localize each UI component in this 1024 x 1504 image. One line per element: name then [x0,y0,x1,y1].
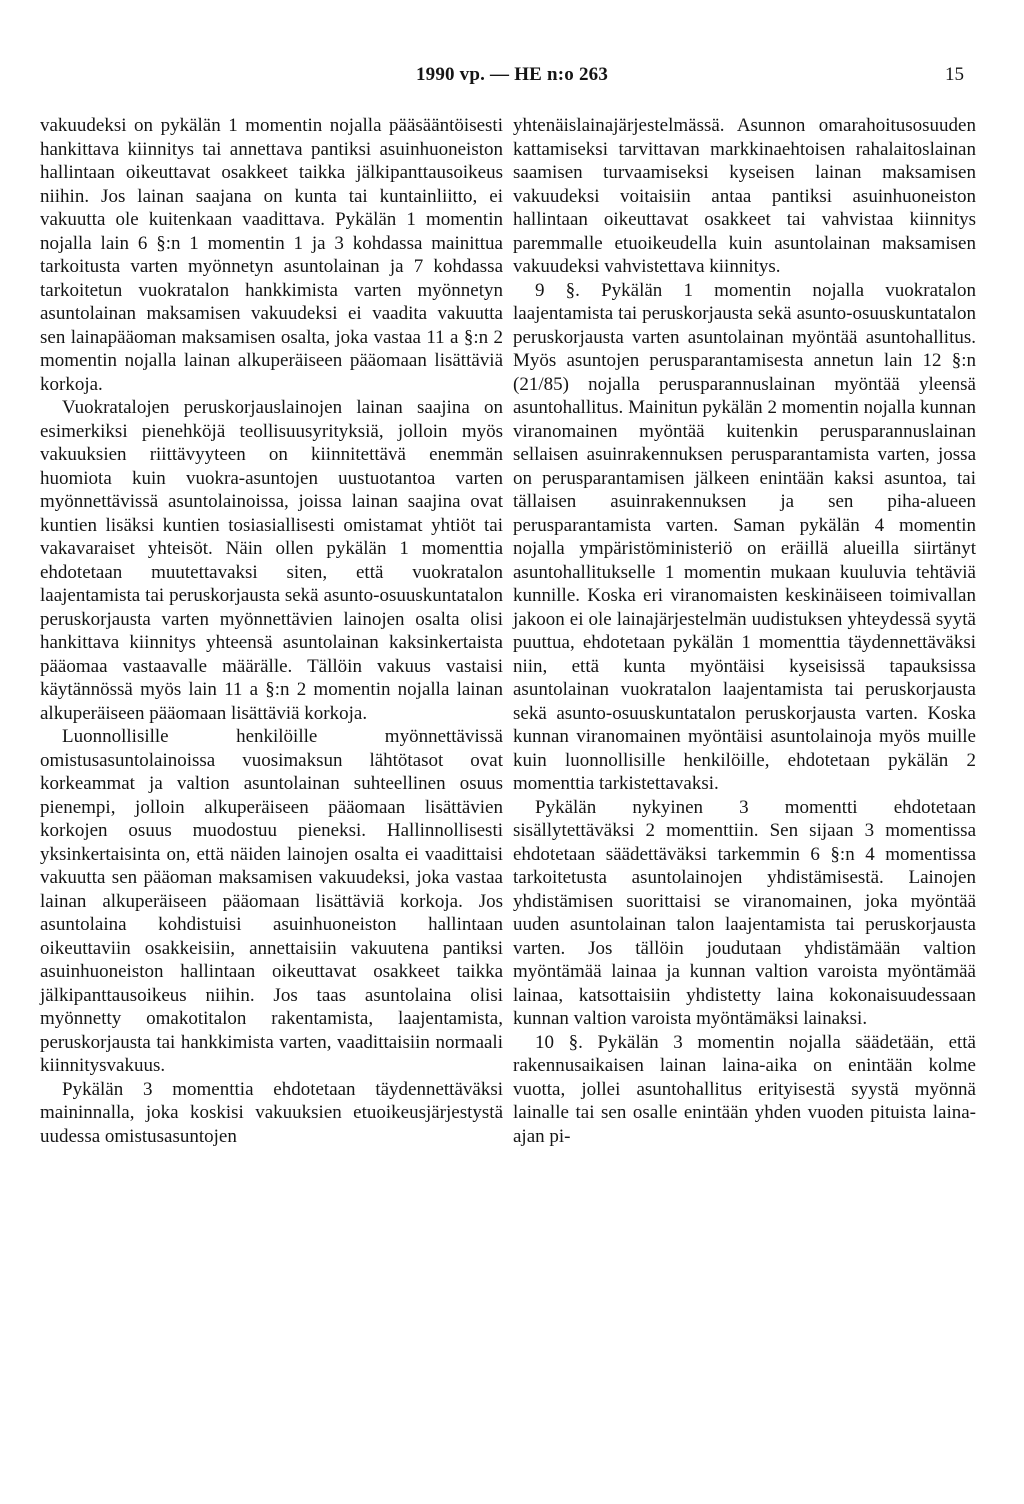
right-paragraph-1: yhtenäislainajärjestelmässä. Asunnon omarahoitusosuuden kattamiseksi tarvittavan markkinaehtoisen rahalaitoslainan saamisen turvaamiseksi kyseisen lainan maksamisen vakuudeksi voitaisiin antaa pantiksi asuinhuoneiston hallintaan oikeuttavat osakkeet tai vahvistaa kiinnitys paremmalle etuoikeudella kuin asuntolainan maksamisen vakuudeksi vahvistettava kiinnitys. [513,115,976,277]
left-paragraph-4: Pykälän 3 momenttia ehdotetaan täydennettäväksi maininnalla, joka koskisi vakuuksien etuoikeusjärjestystä uudessa omistusasuntojen [40,1078,503,1147]
left-column [40,114,503,1148]
left-paragraph-2: Vuokratalojen peruskorjauslainojen lainan saajina on esimerkiksi pienehköjä teollisuusyrityksiä, jolloin myös vakuuksien riittävyyteen on kiinnitettävä enemmän huomiota kuin vuokra-asuntojen uustuotantoa varten myönnettävissä asuntolainoissa, joissa lainan saajina ovat kuntien lisäksi kuntien tosiasiallisesti omistamat yhtiöt tai vakavaraiset yhteisöt. Näin ollen pykälän 1 momenttia ehdotetaan muutettavaksi siten, että vuokratalon laajentamista tai peruskorjausta sekä asunto-osuuskuntatalon peruskorjausta varten myönnettävien lainojen osalta olisi hankittava kiinnitys yhteensä asuntolainan kaksinkertaista pääomaa vastaavalle määrälle. Tällöin vakuus vastaisi käytännössä myös lain 11 a §:n 2 momentin nojalla lainan alkuperäiseen pääomaan lisättäviä korkoja. [40,397,503,724]
left-paragraph-3: Luonnollisille henkilöille myönnettävissä omistusasuntolainoissa vuosimaksun lähtötasot ovat korkeammat ja valtion asuntolainan suhteellinen osuus pienempi, jolloin alkuperäiseen pääomaan lisättävien korkojen osuus muodostuu pieneksi. Hallinnollisesti yksinkertaisinta on, että näiden lainojen osalta ei vaadittaisi vakuutta sen pääoman maksamisen vakuudeksi, joka vastaa lainan alkuperäiseen pääomaan lisättäviä korkoja. Jos asuntolaina kohdistuisi asuinhuoneiston hallintaan oikeuttaviin osakkeisiin, annettaisiin vakuutena pantiksi asuinhuoneiston hallintaan oikeuttavat osakkeet taikka jälkipanttausoikeus niihin. Jos taas asuntolaina olisi myönnetty omakotitalon rakentamista, laajentamista, peruskorjausta tai hankkimista varten, vaadittaisiin normaali kiinnitysvakuus. [40,726,503,1076]
right-paragraph-4: 10 §. Pykälän 3 momentin nojalla säädetään, että rakennusaikaisen lainan laina-aika on enintään kolme vuotta, jollei asuntohallitus erityisestä syystä myönnä lainalle tai sen osalle enintään yhden vuoden pituista laina-ajan pi- [513,1031,976,1147]
left-paragraph-1: vakuudeksi on pykälän 1 momentin nojalla pääsääntöisesti hankittava kiinnitys tai annettava pantiksi asuinhuoneiston hallintaan oikeuttavat osakkeet taikka jälkipanttausoikeus niihin. Jos lainan saajana on kunta tai kuntainliitto, ei vakuutta ole kuitenkaan vaadittava. Pykälän 1 momentin nojalla lain 6 §:n 1 momentin 1 ja 3 kohdassa mainittua tarkoitusta varten myönnetyn asuntolainan ja 7 kohdassa tarkoitetun vuokratalon hankkimista varten myönnetyn asuntolainan maksamisen vakuudeksi ei vaadita vakuutta sen lainapääoman maksamisen osalta, joka vastaa 11 a §:n 2 momentin nojalla lainan alkuperäiseen pääomaan lisättäviä korkoja. [40,115,503,395]
page-number: 15 [945,64,964,85]
right-paragraph-3: Pykälän nykyinen 3 momentti ehdotetaan sisällytettäväksi 2 momenttiin. Sen sijaan 3 momentissa ehdotetaan säädettäväksi tarkemmin 6 §:n 4 momentissa tarkoitetusta asuntolainojen yhdistämisestä. Lainojen yhdistämisen suorittaisi se viranomainen, joka myöntää uuden asuntolainan talon laajentamista tai peruskorjausta varten. Jos tällöin joudutaan yhdistämään valtion myöntämää lainaa ja kunnan valtion varoista myöntämää lainaa, katsottaisiin yhdistetty laina kokonaisuudessaan kunnan valtion varoista myöntämäksi lainaksi. [513,796,976,1029]
right-paragraph-2: 9 §. Pykälän 1 momentin nojalla vuokratalon laajentamista tai peruskorjausta sekä asunto-osuuskuntatalon peruskorjausta varten asuntolainan myöntää asuntohallitus. Myös asuntojen perusparantamisesta annetun lain 12 §:n (21/85) nojalla perusparannuslainan myöntää yleensä asuntohallitus. Mainitun pykälän 2 momentin nojalla kunnan viranomainen myöntää kuitenkin perusparannuslainan sellaisen asuinrakennuksen perusparantamista varten, jossa on perusparantamisen jälkeen enintään kaksi asuntoa, tai tällaisen asuinrakennuksen ja sen piha-alueen perusparantamista varten. Saman pykälän 4 momentin nojalla ympäristöministeriö on eräillä alueilla siirtänyt asuntohallitukselle 1 momentin mukaan kuuluvia tehtäviä kunnille. Koska eri viranomaisten keskinäiseen toimivallan jakoon ei ole lainajärjestelmän uudistuksen yhteydessä syytä puuttua, ehdotetaan pykälän 1 momenttia täydennettäväksi niin, että kunta myöntäisi kyseisissä tapauksissa asuntolainan vuokratalon laajentamista tai peruskorjausta sekä asunto-osuuskuntatalon peruskorjausta varten. Koska kunnan viranomainen myöntäisi asuntolainoja myös muille kuin luonnollisille henkilöille, ehdotetaan pykälän 2 momenttia tarkistettavaksi. [513,279,976,794]
right-column [513,114,976,1148]
running-title: 1990 vp. — HE n:o 263 [415,64,609,85]
page-header [0,64,1024,88]
